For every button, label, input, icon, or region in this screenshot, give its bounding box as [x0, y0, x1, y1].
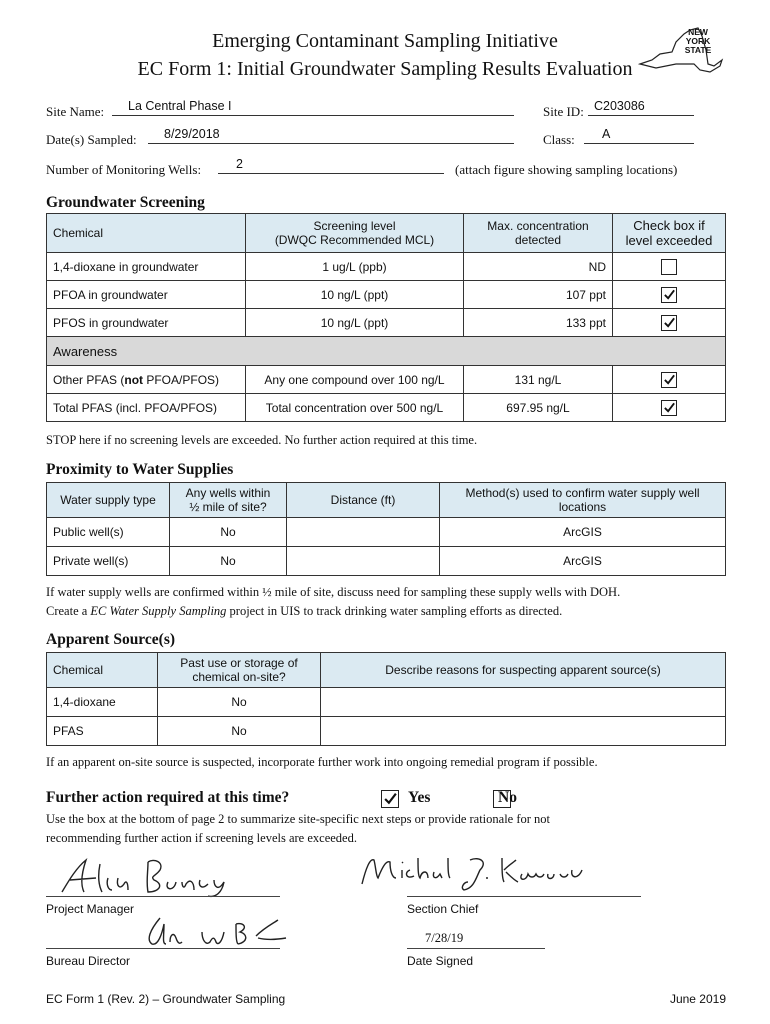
exceeded-checkbox[interactable] [661, 287, 677, 303]
proximity-note-line2: Create a EC Water Supply Sampling project in UIS to track drinking water sampling efforts as directed. [46, 604, 563, 618]
site-id-field[interactable] [588, 97, 694, 116]
wells-value: 2 [236, 157, 243, 171]
site-name-value: La Central Phase I [128, 99, 232, 113]
source-heading: Apparent Source(s) [46, 631, 176, 648]
wells-note: (attach figure showing sampling locations) [455, 162, 678, 177]
max-cell: 697.95 ng/L [464, 394, 613, 422]
screening-heading: Groundwater Screening [46, 194, 205, 211]
source-table [46, 652, 726, 746]
dates-sampled-field[interactable] [148, 125, 514, 144]
dates-sampled-value: 8/29/2018 [164, 127, 220, 141]
awareness-label: Awareness [47, 337, 726, 366]
table-row [47, 394, 726, 422]
stop-note: STOP here if no screening levels are exceeded. No further action required at this time. [46, 433, 478, 447]
logo-text-new: NEW [688, 27, 708, 37]
bureau-director-label: Bureau Director [46, 954, 131, 968]
table-row [47, 281, 726, 309]
source-header-reasons: Describe reasons for suspecting apparent source(s) [321, 653, 726, 688]
dates-sampled-label: Date(s) Sampled: [46, 132, 137, 147]
level-cell: 10 ng/L (ppt) [246, 281, 464, 309]
method-cell: ArcGIS [440, 518, 726, 547]
exceeded-checkbox[interactable] [661, 315, 677, 331]
supply-type-cell: Private well(s) [47, 547, 170, 576]
level-cell: 10 ng/L (ppt) [246, 309, 464, 337]
past-use-cell: No [158, 717, 321, 746]
site-id-value: C203086 [594, 99, 645, 113]
footer-form-id: EC Form 1 (Rev. 2) – Groundwater Sampling [46, 992, 286, 1006]
nys-logo [636, 20, 724, 78]
proximity-header-within: Any wells within ½ mile of site? [170, 483, 287, 518]
class-value: A [602, 127, 611, 141]
screening-header-level: Screening level (DWQC Recommended MCL) [246, 214, 464, 253]
yes-checkbox[interactable] [381, 790, 399, 808]
project-manager-label: Project Manager [46, 902, 135, 916]
yes-label: Yes [408, 789, 431, 806]
project-manager-signature [56, 852, 266, 905]
chemical-cell: Other PFAS (not PFOA/PFOS) [47, 366, 246, 394]
supply-type-cell: Public well(s) [47, 518, 170, 547]
section-chief-label: Section Chief [407, 902, 479, 916]
site-id-label: Site ID: [543, 104, 584, 119]
logo-text-state: STATE [684, 45, 712, 55]
proximity-table [46, 482, 726, 576]
source-chemical-cell: 1,4-dioxane [47, 688, 158, 717]
table-row [47, 547, 726, 576]
proximity-heading: Proximity to Water Supplies [46, 461, 234, 478]
max-cell: 131 ng/L [464, 366, 613, 394]
table-row [47, 253, 726, 281]
chemical-cell: 1,4-dioxane in groundwater [47, 253, 246, 281]
logo-text-york: YORK [685, 36, 711, 46]
no-label: No [498, 789, 517, 806]
bureau-director-line [46, 948, 280, 949]
further-instructions-line2: recommending further action if screening levels are exceeded. [46, 831, 357, 845]
source-note: If an apparent on-site source is suspected, incorporate further work into ongoing remedial program if possible. [46, 755, 598, 769]
reasons-cell [321, 717, 726, 746]
proximity-header-distance: Distance (ft) [287, 483, 440, 518]
source-chemical-cell: PFAS [47, 717, 158, 746]
class-field[interactable] [584, 125, 694, 144]
level-cell: Any one compound over 100 ng/L [246, 366, 464, 394]
proximity-header-type: Water supply type [47, 483, 170, 518]
source-header-chemical: Chemical [47, 653, 158, 688]
max-cell: 133 ppt [464, 309, 613, 337]
proximity-header-method: Method(s) used to confirm water supply well locations [440, 483, 726, 518]
checkmark-icon [383, 791, 398, 806]
date-signed-label: Date Signed [407, 954, 474, 968]
screening-table [46, 213, 726, 422]
site-name-label: Site Name: [46, 104, 105, 119]
section-chief-signature [356, 848, 596, 901]
max-cell: 107 ppt [464, 281, 613, 309]
chemical-cell: Total PFAS (incl. PFOA/PFOS) [47, 394, 246, 422]
screening-header-check: Check box if level exceeded [613, 214, 726, 253]
checkmark-icon [663, 288, 676, 301]
date-signed-line [407, 948, 545, 949]
table-row [47, 717, 726, 746]
exceeded-checkbox[interactable] [661, 400, 677, 416]
exceeded-checkbox[interactable] [661, 372, 677, 388]
bureau-director-signature [140, 914, 300, 959]
wells-label: Number of Monitoring Wells: [46, 162, 202, 177]
past-use-cell: No [158, 688, 321, 717]
level-cell: Total concentration over 500 ng/L [246, 394, 464, 422]
proximity-note-line1: If water supply wells are confirmed within ½ mile of site, discuss need for sampling these supply wells with DOH. [46, 585, 621, 599]
distance-cell [287, 547, 440, 576]
source-header-past: Past use or storage of chemical on-site? [158, 653, 321, 688]
section-chief-line [407, 896, 641, 897]
further-action-question: Further action required at this time? [46, 789, 290, 806]
checkmark-icon [663, 373, 676, 386]
exceeded-checkbox[interactable] [661, 259, 677, 275]
project-manager-line [46, 896, 280, 897]
within-cell: No [170, 518, 287, 547]
table-row [47, 309, 726, 337]
screening-header-chemical: Chemical [47, 214, 246, 253]
table-row [47, 518, 726, 547]
checkmark-icon [663, 401, 676, 414]
class-label: Class: [543, 132, 575, 147]
level-cell: 1 ug/L (ppb) [246, 253, 464, 281]
within-cell: No [170, 547, 287, 576]
chemical-cell: PFOA in groundwater [47, 281, 246, 309]
form-title-line2: EC Form 1: Initial Groundwater Sampling Results Evaluation [137, 58, 633, 80]
footer-date: June 2019 [669, 992, 726, 1006]
distance-cell [287, 518, 440, 547]
further-instructions-line1: Use the box at the bottom of page 2 to summarize site-specific next steps or provide rationale for not [46, 812, 551, 826]
method-cell: ArcGIS [440, 547, 726, 576]
site-name-field[interactable] [112, 97, 514, 116]
wells-field[interactable] [218, 155, 444, 174]
max-cell: ND [464, 253, 613, 281]
checkmark-icon [663, 316, 676, 329]
awareness-row [47, 337, 726, 366]
screening-header-max: Max. concentration detected [464, 214, 613, 253]
table-row [47, 366, 726, 394]
form-title-line1: Emerging Contaminant Sampling Initiative [212, 30, 558, 52]
chemical-cell: PFOS in groundwater [47, 309, 246, 337]
date-signed-value: 7/28/19 [425, 931, 464, 945]
reasons-cell [321, 688, 726, 717]
table-row [47, 688, 726, 717]
